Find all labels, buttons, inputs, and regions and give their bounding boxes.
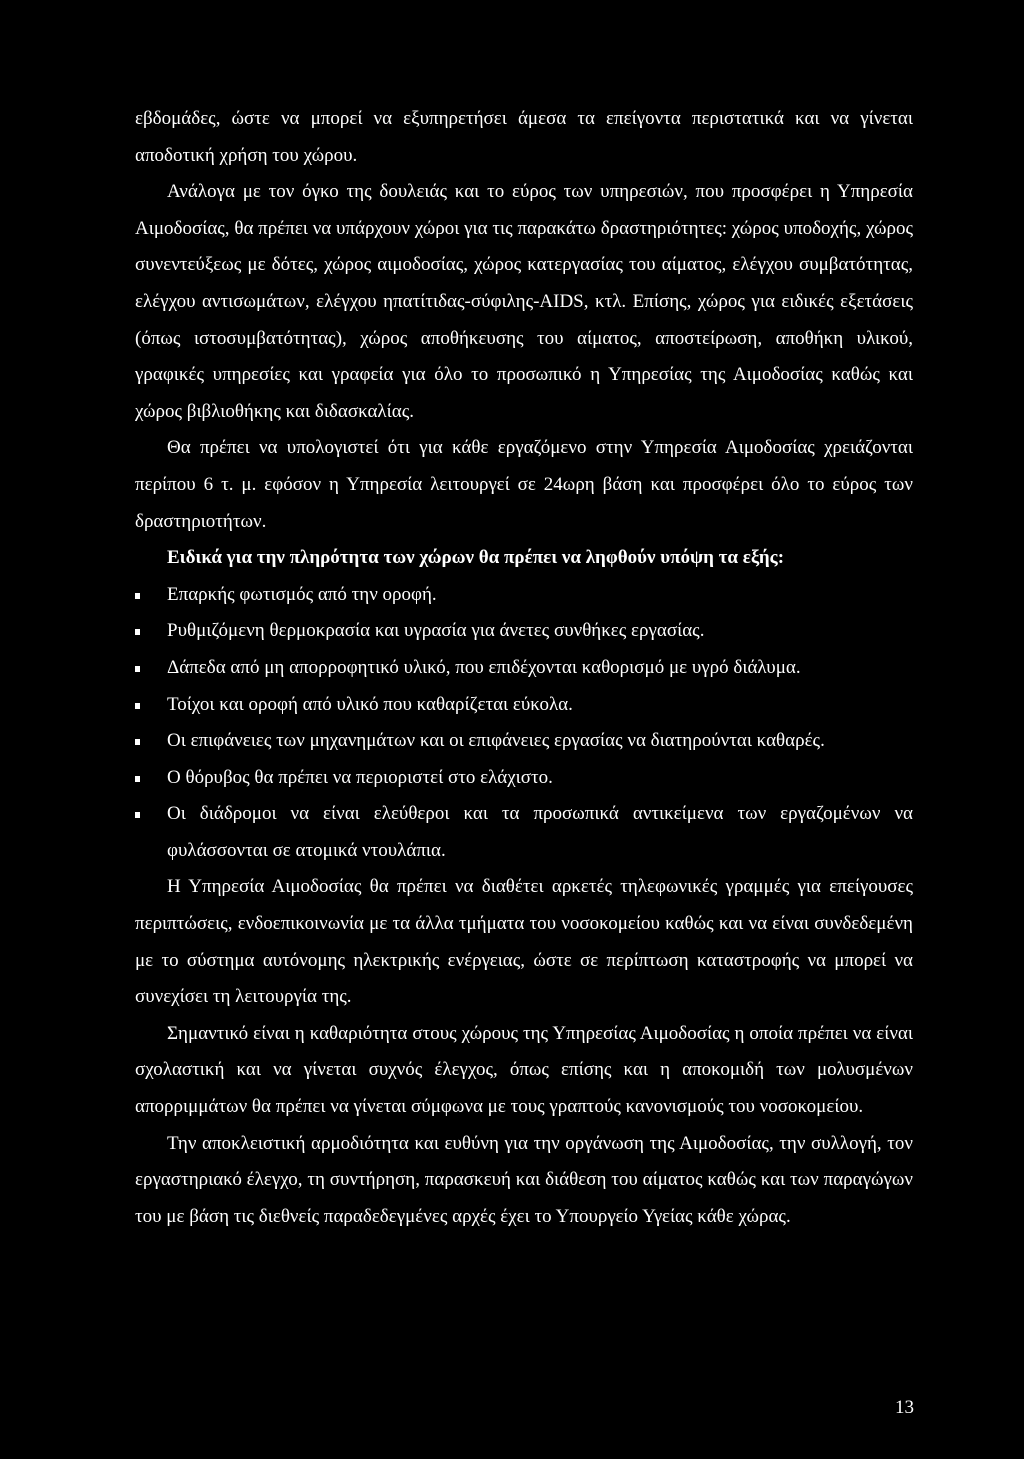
- bullet-icon: [135, 812, 140, 818]
- bullet-icon: [135, 593, 140, 599]
- paragraph-telephone-lines: Η Υπηρεσία Αιμοδοσίας θα πρέπει να διαθέτει αρκετές τηλεφωνικές γραμμές για επείγουσες περιπτώσεις, ενδοεπικοινωνία με τα άλλα τμήματα του νοσοκομείου καθώς και να είναι συνδεδεμένη με το σύστημα αυτόνομης ηλεκτρικής ενέργειας, ώστε σε περίπτωση καταστροφής να μπορεί να συνεχίσει τη λειτουργία της.: [135, 876, 913, 1008]
- list-item: [135, 613, 913, 650]
- list-item-text: Δάπεδα από μη απορροφητικό υλικό, που επιδέχονται καθορισμό με υγρό διάλυμα.: [167, 656, 801, 678]
- list-item-text: Ρυθμιζόμενη θερμοκρασία και υγρασία για άνετες συνθήκες εργασίας.: [167, 620, 705, 642]
- list-item-text: Τοίχοι και οροφή από υλικό που καθαρίζεται εύκολα.: [167, 693, 573, 715]
- document-page: [135, 101, 913, 1235]
- list-item: [135, 650, 913, 687]
- list-item-text: Ο θόρυβος θα πρέπει να περιοριστεί στο ελάχιστο.: [167, 766, 553, 788]
- paragraph-cleanliness: Σημαντικό είναι η καθαριότητα στους χώρους της Υπηρεσίας Αιμοδοσίας η οποία πρέπει να είναι σχολαστική και να γίνεται συχνός έλεγχος, όπως επίσης και η αποκομιδή των μολυσμένων απορριμμάτων θα πρέπει να γίνεται σύμφωνα με τους γραπτούς κανονισμούς του νοσοκομείου.: [135, 1022, 913, 1118]
- list-item-text: Οι διάδρομοι να είναι ελεύθεροι και τα προσωπικά αντικείμενα των εργαζομένων να φυλάσσονται σε ατομικά ντουλάπια.: [167, 803, 913, 861]
- list-item: [135, 723, 913, 760]
- list-item: [135, 760, 913, 797]
- paragraph-spaces: Ανάλογα με τον όγκο της δουλειάς και το εύρος των υπηρεσιών, που προσφέρει η Υπηρεσία Αιμοδοσίας, θα πρέπει να υπάρχουν χώροι για τις παρακάτω δραστηριότητες: χώρος υποδοχής, χώρος συνεντεύξεως με δότες, χώρος αιμοδοσίας, χώρος κατεργασίας του αίματος, ελέγχου συμβατότητας, ελέγχου αντισωμάτων, ελέγχου ηπατίτιδας-σύφιλης-AIDS, κτλ. Επίσης, χώρος για ειδικές εξετάσεις (όπως ιστοσυμβατότητας), χώρος αποθήκευσης του αίματος, αποστείρωση, αποθήκη υλικού, γραφικές υπηρεσίες και γραφεία για όλο το προσωπικό η Υπηρεσίας της Αιμοδοσίας καθώς και χώρος βιβλιοθήκης και διδασκαλίας.: [135, 181, 913, 422]
- page-number: 13: [895, 1397, 914, 1418]
- paragraph-space-per-employee: Θα πρέπει να υπολογιστεί ότι για κάθε εργαζόμενο στην Υπηρεσία Αιμοδοσίας χρειάζονται περίπου 6 τ. μ. εφόσον η Υπηρεσία λειτουργεί σε 24ωρη βάση και προσφέρει όλο το εύρος των δραστηριοτήτων.: [135, 437, 913, 532]
- paragraph-responsibility: Την αποκλειστική αρμοδιότητα και ευθύνη για την οργάνωση της Αιμοδοσίας, την συλλογή, τον εργαστηριακό έλεγχο, τη συντήρηση, παρασκευή και διάθεση του αίματος καθώς και των παραγώγων του με βάση τις διεθνείς παραδεδεγμένες αρχές έχει το Υπουργείο Υγείας κάθε χώρας.: [135, 1132, 913, 1227]
- bullet-icon: [135, 703, 140, 709]
- bullet-icon: [135, 739, 140, 745]
- requirements-list: [135, 577, 913, 870]
- list-item: [135, 687, 913, 724]
- section-heading: Ειδικά για την πληρότητα των χώρων θα πρέπει να ληφθούν υπόψη τα εξής:: [167, 547, 785, 569]
- bullet-icon: [135, 666, 140, 672]
- list-item: [135, 577, 913, 614]
- list-item-text: Οι επιφάνειες των μηχανημάτων και οι επιφάνειες εργασίας να διατηρούνται καθαρές.: [167, 730, 825, 752]
- bullet-icon: [135, 776, 140, 782]
- list-item-text: Επαρκής φωτισμός από την οροφή.: [167, 583, 437, 605]
- bullet-icon: [135, 629, 140, 635]
- paragraph-continuation: εβδομάδες, ώστε να μπορεί να εξυπηρετήσει άμεσα τα επείγοντα περιστατικά και να γίνεται αποδοτική χρήση του χώρου.: [135, 108, 913, 166]
- list-item: [135, 796, 913, 869]
